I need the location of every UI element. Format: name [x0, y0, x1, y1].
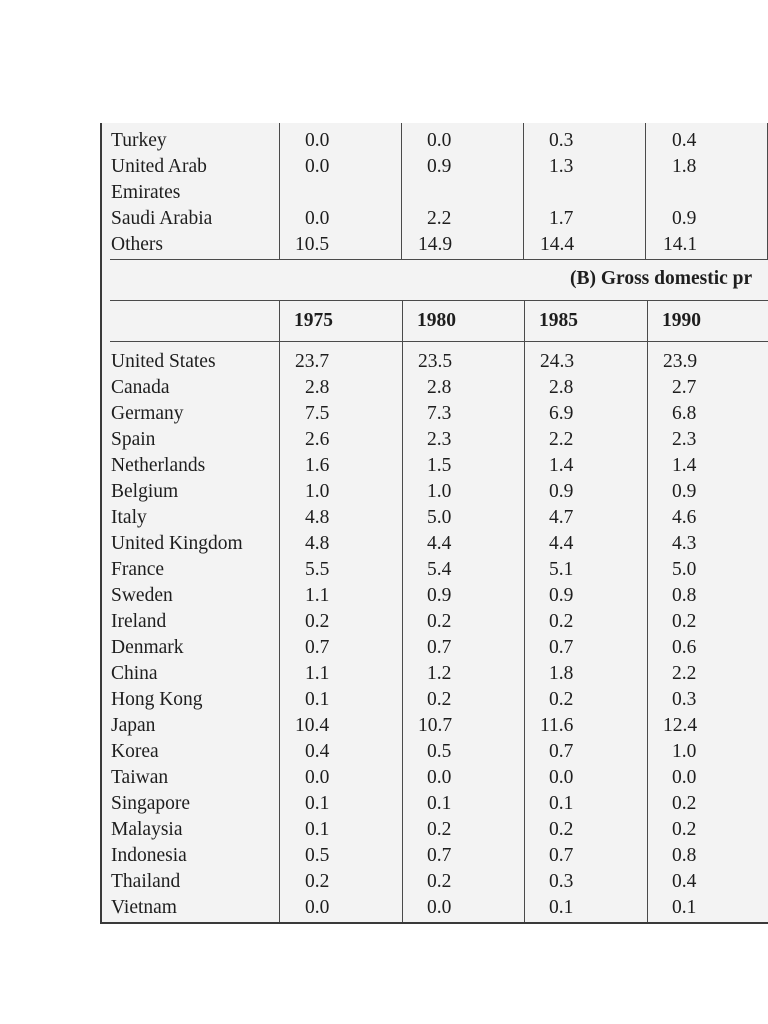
value-cell: 0.5 — [427, 741, 452, 762]
table-row — [102, 349, 768, 375]
table-row — [102, 154, 768, 180]
value-cell: 0.5 — [305, 845, 330, 866]
value-cell: 0.3 — [672, 689, 697, 710]
value-cell: 0.2 — [672, 611, 697, 632]
value-cell: 5.0 — [427, 507, 452, 528]
country-cell: China — [111, 663, 158, 684]
table-row — [102, 505, 768, 531]
table-row — [102, 687, 768, 713]
value-cell: 12.4 — [663, 715, 698, 736]
table-row — [102, 128, 768, 154]
country-cell: Denmark — [111, 637, 184, 658]
value-cell: 0.1 — [305, 819, 330, 840]
value-cell: 0.2 — [305, 611, 330, 632]
value-cell: 0.2 — [672, 793, 697, 814]
value-cell: 2.8 — [305, 377, 330, 398]
table-row — [102, 180, 768, 206]
value-cell: 0.3 — [549, 130, 574, 151]
value-cell: 1.0 — [305, 481, 330, 502]
table-row — [102, 765, 768, 791]
country-cell: Singapore — [111, 793, 191, 814]
value-cell: 0.0 — [427, 130, 452, 151]
country-cell: Netherlands — [111, 455, 206, 476]
country-cell: Germany — [111, 403, 184, 424]
value-cell: 0.8 — [672, 845, 697, 866]
table-row — [102, 791, 768, 817]
value-cell: 0.7 — [549, 637, 574, 658]
value-cell: 7.5 — [305, 403, 330, 424]
value-cell: 5.0 — [672, 559, 697, 580]
value-cell: 5.4 — [427, 559, 452, 580]
table-row — [102, 583, 768, 609]
value-cell: 1.4 — [672, 455, 697, 476]
country-cell: Saudi Arabia — [111, 208, 213, 229]
value-cell: 4.7 — [549, 507, 574, 528]
value-cell: 0.2 — [427, 819, 452, 840]
year-header: 1980 — [417, 310, 456, 331]
value-cell: 1.0 — [427, 481, 452, 502]
country-cell: Taiwan — [111, 767, 169, 788]
value-cell: 0.0 — [305, 156, 330, 177]
value-cell: 4.8 — [305, 507, 330, 528]
value-cell: 4.4 — [549, 533, 574, 554]
table-row — [102, 232, 768, 258]
year-header: 1975 — [294, 310, 333, 331]
table-row — [102, 635, 768, 661]
value-cell: 4.4 — [427, 533, 452, 554]
value-cell: 0.0 — [305, 897, 330, 918]
value-cell: 2.6 — [305, 429, 330, 450]
table-row — [102, 531, 768, 557]
country-cell: Italy — [111, 507, 147, 528]
table-row — [102, 401, 768, 427]
value-cell: 7.3 — [427, 403, 452, 424]
value-cell: 0.9 — [427, 156, 452, 177]
value-cell: 4.6 — [672, 507, 697, 528]
value-cell: 0.2 — [427, 611, 452, 632]
value-cell: 0.0 — [427, 897, 452, 918]
value-cell: 0.0 — [549, 767, 574, 788]
value-cell: 1.8 — [549, 663, 574, 684]
table-row — [102, 869, 768, 895]
table-row — [102, 375, 768, 401]
value-cell: 0.2 — [549, 689, 574, 710]
value-cell: 0.4 — [672, 130, 697, 151]
value-cell: 2.2 — [549, 429, 574, 450]
country-cell: Others — [111, 234, 163, 255]
country-cell: Turkey — [111, 130, 167, 151]
value-cell: 0.9 — [672, 208, 697, 229]
table-row — [102, 557, 768, 583]
value-cell: 0.2 — [549, 611, 574, 632]
value-cell: 1.0 — [672, 741, 697, 762]
value-cell: 2.8 — [549, 377, 574, 398]
value-cell: 1.3 — [549, 156, 574, 177]
value-cell: 5.5 — [305, 559, 330, 580]
value-cell: 4.3 — [672, 533, 697, 554]
value-cell: 0.9 — [427, 585, 452, 606]
value-cell: 14.4 — [540, 234, 575, 255]
value-cell: 6.8 — [672, 403, 697, 424]
value-cell: 0.8 — [672, 585, 697, 606]
row-divider — [110, 341, 768, 342]
country-cell: United Arab — [111, 156, 207, 177]
value-cell: 5.1 — [549, 559, 574, 580]
value-cell: 0.0 — [427, 767, 452, 788]
country-cell: Ireland — [111, 611, 167, 632]
value-cell: 0.7 — [549, 741, 574, 762]
value-cell: 23.9 — [663, 351, 698, 372]
table-row — [102, 713, 768, 739]
value-cell: 2.2 — [672, 663, 697, 684]
table-row — [102, 739, 768, 765]
value-cell: 0.9 — [549, 481, 574, 502]
table-row — [102, 427, 768, 453]
value-cell: 0.2 — [305, 871, 330, 892]
value-cell: 0.7 — [427, 845, 452, 866]
row-divider — [110, 259, 768, 260]
country-cell: United Kingdom — [111, 533, 243, 554]
value-cell: 1.5 — [427, 455, 452, 476]
value-cell: 14.9 — [418, 234, 453, 255]
table-row — [102, 661, 768, 687]
value-cell: 23.5 — [418, 351, 453, 372]
value-cell: 2.2 — [427, 208, 452, 229]
table-row — [102, 609, 768, 635]
value-cell: 1.8 — [672, 156, 697, 177]
value-cell: 0.2 — [427, 689, 452, 710]
country-cell: Hong Kong — [111, 689, 203, 710]
value-cell: 0.7 — [549, 845, 574, 866]
value-cell: 2.3 — [427, 429, 452, 450]
year-header: 1985 — [539, 310, 578, 331]
value-cell: 0.2 — [549, 819, 574, 840]
table-row — [102, 895, 768, 921]
country-cell: United States — [111, 351, 216, 372]
country-cell: France — [111, 559, 165, 580]
value-cell: 2.7 — [672, 377, 697, 398]
value-cell: 0.1 — [305, 793, 330, 814]
value-cell: 24.3 — [540, 351, 575, 372]
value-cell: 0.0 — [305, 208, 330, 229]
value-cell: 1.7 — [549, 208, 574, 229]
row-divider — [110, 300, 768, 301]
value-cell: 2.8 — [427, 377, 452, 398]
value-cell: 1.6 — [305, 455, 330, 476]
value-cell: 10.7 — [418, 715, 453, 736]
year-header: 1990 — [662, 310, 701, 331]
table-row — [102, 843, 768, 869]
value-cell: 0.1 — [427, 793, 452, 814]
data-table — [100, 123, 768, 924]
country-cell: Canada — [111, 377, 170, 398]
value-cell: 0.9 — [672, 481, 697, 502]
country-cell: Belgium — [111, 481, 179, 502]
value-cell: 14.1 — [663, 234, 698, 255]
value-cell: 0.1 — [549, 897, 574, 918]
country-cell: Malaysia — [111, 819, 183, 840]
country-cell: Spain — [111, 429, 156, 450]
value-cell: 0.0 — [305, 130, 330, 151]
value-cell: 0.1 — [305, 689, 330, 710]
value-cell: 2.3 — [672, 429, 697, 450]
value-cell: 0.7 — [305, 637, 330, 658]
section-b-caption: (B) Gross domestic pr — [570, 268, 753, 289]
country-cell: Indonesia — [111, 845, 187, 866]
value-cell: 10.4 — [295, 715, 330, 736]
value-cell: 0.2 — [427, 871, 452, 892]
value-cell: 0.7 — [427, 637, 452, 658]
value-cell: 4.8 — [305, 533, 330, 554]
country-cell: Japan — [111, 715, 156, 736]
value-cell: 6.9 — [549, 403, 574, 424]
country-cell: Thailand — [111, 871, 181, 892]
value-cell: 0.2 — [672, 819, 697, 840]
value-cell: 0.6 — [672, 637, 697, 658]
value-cell: 0.4 — [305, 741, 330, 762]
value-cell: 10.5 — [295, 234, 330, 255]
value-cell: 0.4 — [672, 871, 697, 892]
value-cell: 0.9 — [549, 585, 574, 606]
value-cell: 1.1 — [305, 585, 330, 606]
table-row — [102, 453, 768, 479]
country-cell: Vietnam — [111, 897, 177, 918]
value-cell: 11.6 — [540, 715, 574, 736]
country-cell: Korea — [111, 741, 159, 762]
table-row — [102, 206, 768, 232]
country-cell: Sweden — [111, 585, 173, 606]
value-cell: 1.1 — [305, 663, 330, 684]
country-cell: Emirates — [111, 182, 181, 203]
value-cell: 23.7 — [295, 351, 330, 372]
value-cell: 0.3 — [549, 871, 574, 892]
value-cell: 0.0 — [672, 767, 697, 788]
table-row — [102, 817, 768, 843]
value-cell: 1.4 — [549, 455, 574, 476]
value-cell: 0.1 — [672, 897, 697, 918]
value-cell: 1.2 — [427, 663, 452, 684]
table-row — [102, 479, 768, 505]
value-cell: 0.1 — [549, 793, 574, 814]
value-cell: 0.0 — [305, 767, 330, 788]
